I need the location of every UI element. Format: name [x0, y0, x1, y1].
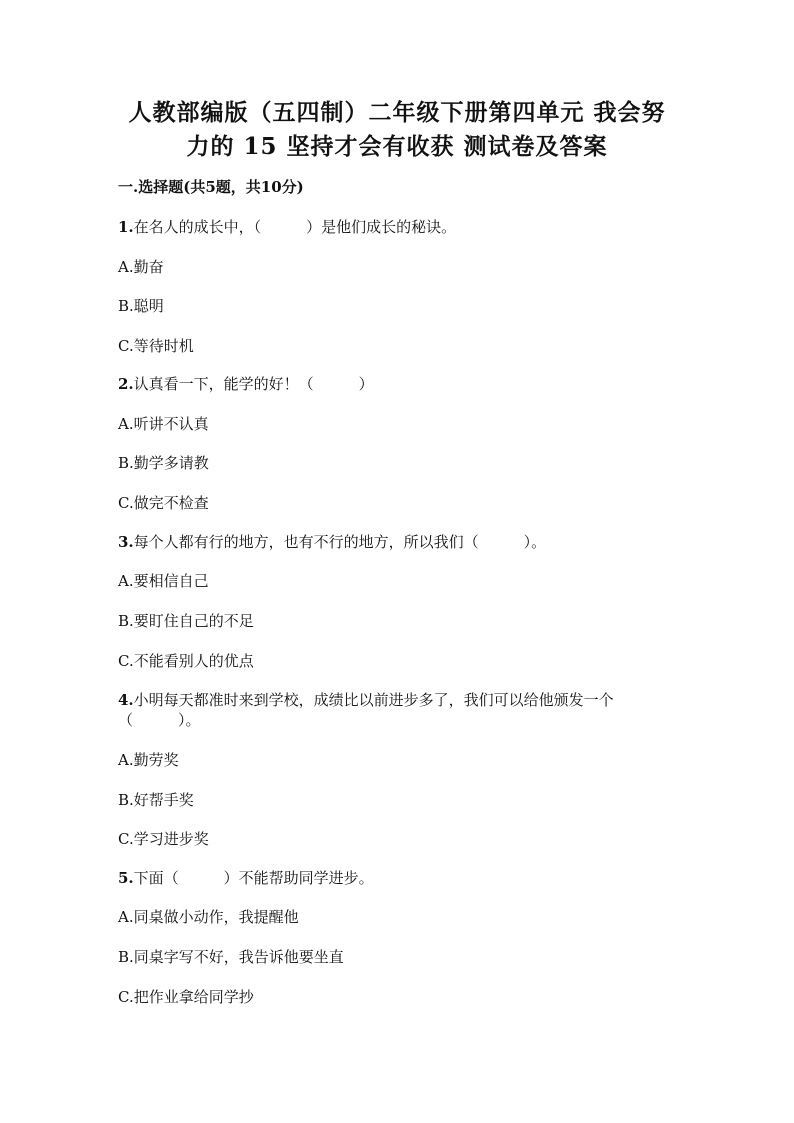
- question-1-option-a: A.勤奋: [118, 258, 164, 276]
- question-1-number: 1.: [118, 218, 134, 236]
- document-title-line-1: 人教部编版（五四制）二年级下册第四单元 我会努: [128, 99, 666, 126]
- question-4-option-c: C.学习进步奖: [118, 830, 209, 848]
- question-5-option-b: B.同桌字写不好，我告诉他要坐直: [118, 948, 344, 966]
- question-4-text: 小明每天都准时来到学校，成绩比以前进步多了，我们可以给他颁发一个: [133, 691, 614, 709]
- document-title-line-2: 力的 15 坚持才会有收获 测试卷及答案: [186, 133, 608, 160]
- question-5-option-a: A.同桌做小动作，我提醒他: [118, 908, 299, 926]
- question-2-number: 2.: [118, 375, 134, 393]
- question-4-option-b: B.好帮手奖: [118, 791, 194, 809]
- question-4-text-continued: （ ）。: [118, 711, 201, 729]
- question-2-text: 认真看一下，能学的好！（ ）: [133, 375, 374, 393]
- question-4-option-a: A.勤劳奖: [118, 751, 179, 769]
- question-1-text: 在名人的成长中，（ ）是他们成长的秘诀。: [133, 218, 457, 236]
- question-2-option-b: B.勤学多请教: [118, 454, 209, 472]
- section-heading: 一.选择题(共5题，共10分): [118, 178, 304, 196]
- question-3: [118, 531, 546, 553]
- question-4: [118, 689, 614, 711]
- question-5: [118, 867, 374, 889]
- question-3-option-a: A.要相信自己: [118, 572, 209, 590]
- question-3-option-b: B.要盯住自己的不足: [118, 612, 254, 630]
- question-5-option-c: C.把作业拿给同学抄: [118, 988, 254, 1006]
- question-1: [118, 216, 456, 238]
- question-1-option-b: B.聪明: [118, 297, 164, 315]
- question-3-option-c: C.不能看别人的优点: [118, 652, 254, 670]
- question-2: [118, 373, 374, 395]
- question-4-number: 4.: [118, 691, 134, 709]
- question-2-option-c: C.做完不检查: [118, 494, 209, 512]
- question-3-number: 3.: [118, 533, 134, 551]
- question-5-number: 5.: [118, 869, 134, 887]
- question-5-text: 下面（ ）不能帮助同学进步。: [133, 869, 374, 887]
- question-2-option-a: A.听讲不认真: [118, 415, 209, 433]
- question-3-text: 每个人都有行的地方，也有不行的地方，所以我们（ ）。: [133, 533, 547, 551]
- question-1-option-c: C.等待时机: [118, 337, 194, 355]
